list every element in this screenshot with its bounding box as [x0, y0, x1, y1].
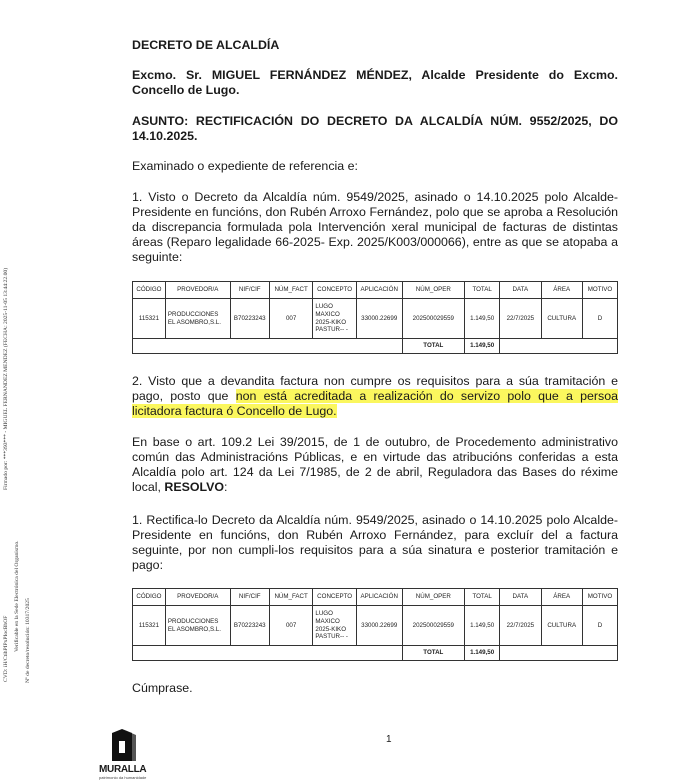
page-number: 1	[386, 734, 392, 745]
paragraph-3-end: :	[224, 480, 228, 494]
col-header: CÓDIGO	[133, 589, 166, 606]
cell-area: CULTURA	[541, 299, 582, 339]
col-header: NÚM_OPER	[402, 282, 465, 299]
cell-area: CULTURA	[541, 606, 582, 646]
col-header: PROVEDOR/A	[165, 589, 230, 606]
col-header: DATA	[500, 589, 541, 606]
cell-data: 22/7/2025	[500, 606, 541, 646]
total-value: 1.149,50	[465, 646, 500, 661]
paragraph-1: 1. Visto o Decreto da Alcaldía núm. 9549/2025, asinado o 14.10.2025 polo Alcalde-Presidente en funcións, don Rubén Arroxo Fernández, polo que se aproba a Resolución da discrepancia formulada pola Intervención xeral municipal de facturas de distintas áreas (Reparo legalidade 66-2025- Exp. 2025/K003/000066), entre as que se atopaba a seguinte:	[132, 190, 618, 264]
cell-aplicacion: 33000.22699	[356, 606, 402, 646]
cell-motivo: D	[582, 606, 617, 646]
subject: ASUNTO: RECTIFICACIÓN DO DECRETO DA ALCALDÍA NÚM. 9552/2025, DO 14.10.2025.	[132, 114, 618, 143]
col-header: NÚM_FACT	[269, 589, 313, 606]
col-header: ÁREA	[541, 589, 582, 606]
invoice-table-1	[132, 281, 618, 354]
table-row	[133, 606, 618, 646]
resolvo-text: RESOLVO	[164, 480, 225, 494]
col-header: NÚM_FACT	[269, 282, 313, 299]
col-header: NÚM_OPER	[402, 589, 465, 606]
cell-motivo: D	[582, 299, 617, 339]
total-value: 1.149,50	[465, 339, 500, 354]
table-total-row	[133, 646, 618, 661]
cell-num-fact: 007	[269, 299, 313, 339]
cell-num-oper: 202500029559	[402, 299, 465, 339]
paragraph-3-text: En base o art. 109.2 Lei 39/2015, de 1 de outubro, de Procedemento administrativo común das Administracións Públicas, e en virtude das atribucións conferidas a esta Alcaldía polo art. 124 da Lei 7/1985, de 2 de abril, Reguladora das Bases do réxime local,	[132, 435, 618, 494]
cell-total: 1.149,50	[465, 606, 500, 646]
cell-aplicacion: 33000.22699	[356, 299, 402, 339]
paragraph-2-text: 2. Visto que a devandita factura non cumpre os requisitos para a súa tramitación e pago, posto que	[132, 374, 618, 403]
closing-text: Cúmprase.	[132, 681, 193, 695]
logo-name: MURALLA	[99, 764, 147, 775]
cell-nif: B70223243	[230, 606, 269, 646]
col-header: TOTAL	[465, 282, 500, 299]
paragraph-3	[132, 435, 618, 495]
verification-line: Verificable en la Sede Electrónica del Organismo.	[14, 540, 20, 652]
col-header: CÓDIGO	[133, 282, 166, 299]
paragraph-4: 1. Rectifica-lo Decreto da Alcaldía núm. 9549/2025, asinado o 14.10.2025 polo Alcalde-Presidente en funcións, don Rubén Arroxo Fernández, para excluír del a factura seguinte, por non cumpli-los requisitos para a súa sinatura e posterior tramitación e pago:	[132, 513, 618, 572]
addressee: Excmo. Sr. MIGUEL FERNÁNDEZ MÉNDEZ, Alcalde Presidente do Excmo. Concello de Lugo.	[132, 68, 618, 97]
cell-num-oper: 202500029559	[402, 606, 465, 646]
col-header: NIF/CIF	[230, 282, 269, 299]
col-header: DATA	[500, 282, 541, 299]
cell-provedor: PRODUCCIONES EL ASOMBRO,S.L.	[165, 299, 230, 339]
paragraph-2	[132, 374, 618, 419]
col-header: APLICACIÓN	[356, 589, 402, 606]
total-label: TOTAL	[402, 646, 465, 661]
cell-num-fact: 007	[269, 606, 313, 646]
cvd-line: CVD: iH/CtihPIPxPIocBhOF	[3, 615, 9, 682]
cell-codigo: 115321	[133, 606, 166, 646]
col-header: NIF/CIF	[230, 589, 269, 606]
cell-total: 1.149,50	[465, 299, 500, 339]
invoice-table-2	[132, 588, 618, 661]
cell-data: 22/7/2025	[500, 299, 541, 339]
table-total-row	[133, 339, 618, 354]
cell-nif: B70223243	[230, 299, 269, 339]
cell-provedor: PRODUCCIONES EL ASOMBRO,S.L.	[165, 606, 230, 646]
signature-line: Firmado por: ***393*** - MIGUEL FERNANDEZ MENDEZ (FECHA: 2025-11-05 13:44:22.00)	[3, 267, 9, 490]
col-header: TOTAL	[465, 589, 500, 606]
col-header: CONCEPTO	[313, 589, 357, 606]
col-header: PROVEDOR/A	[165, 282, 230, 299]
highlighted-text: non está acreditada a realización do servizo polo que a persoa licitadora factura ó Concello de Lugo.	[132, 389, 618, 418]
logo-subtitle: patrimonio da humanidade	[99, 775, 147, 780]
document-title: DECRETO DE ALCALDÍA	[132, 38, 280, 52]
col-header: APLICACIÓN	[356, 282, 402, 299]
table-row	[133, 299, 618, 339]
cell-concepto: LUGO MAXICO 2025-KIKO PASTUR-- -	[313, 299, 357, 339]
total-label: TOTAL	[402, 339, 465, 354]
col-header: ÁREA	[541, 282, 582, 299]
col-header: CONCEPTO	[313, 282, 357, 299]
col-header: MOTIVO	[582, 589, 617, 606]
decree-number-line: Nº de decreto/resolución: 10317/2025	[25, 598, 31, 683]
cell-concepto: LUGO MAXICO 2025-KIKO PASTUR-- -	[313, 606, 357, 646]
cell-codigo: 115321	[133, 299, 166, 339]
intro-text: Examinado o expediente de referencia e:	[132, 159, 358, 173]
col-header: MOTIVO	[582, 282, 617, 299]
